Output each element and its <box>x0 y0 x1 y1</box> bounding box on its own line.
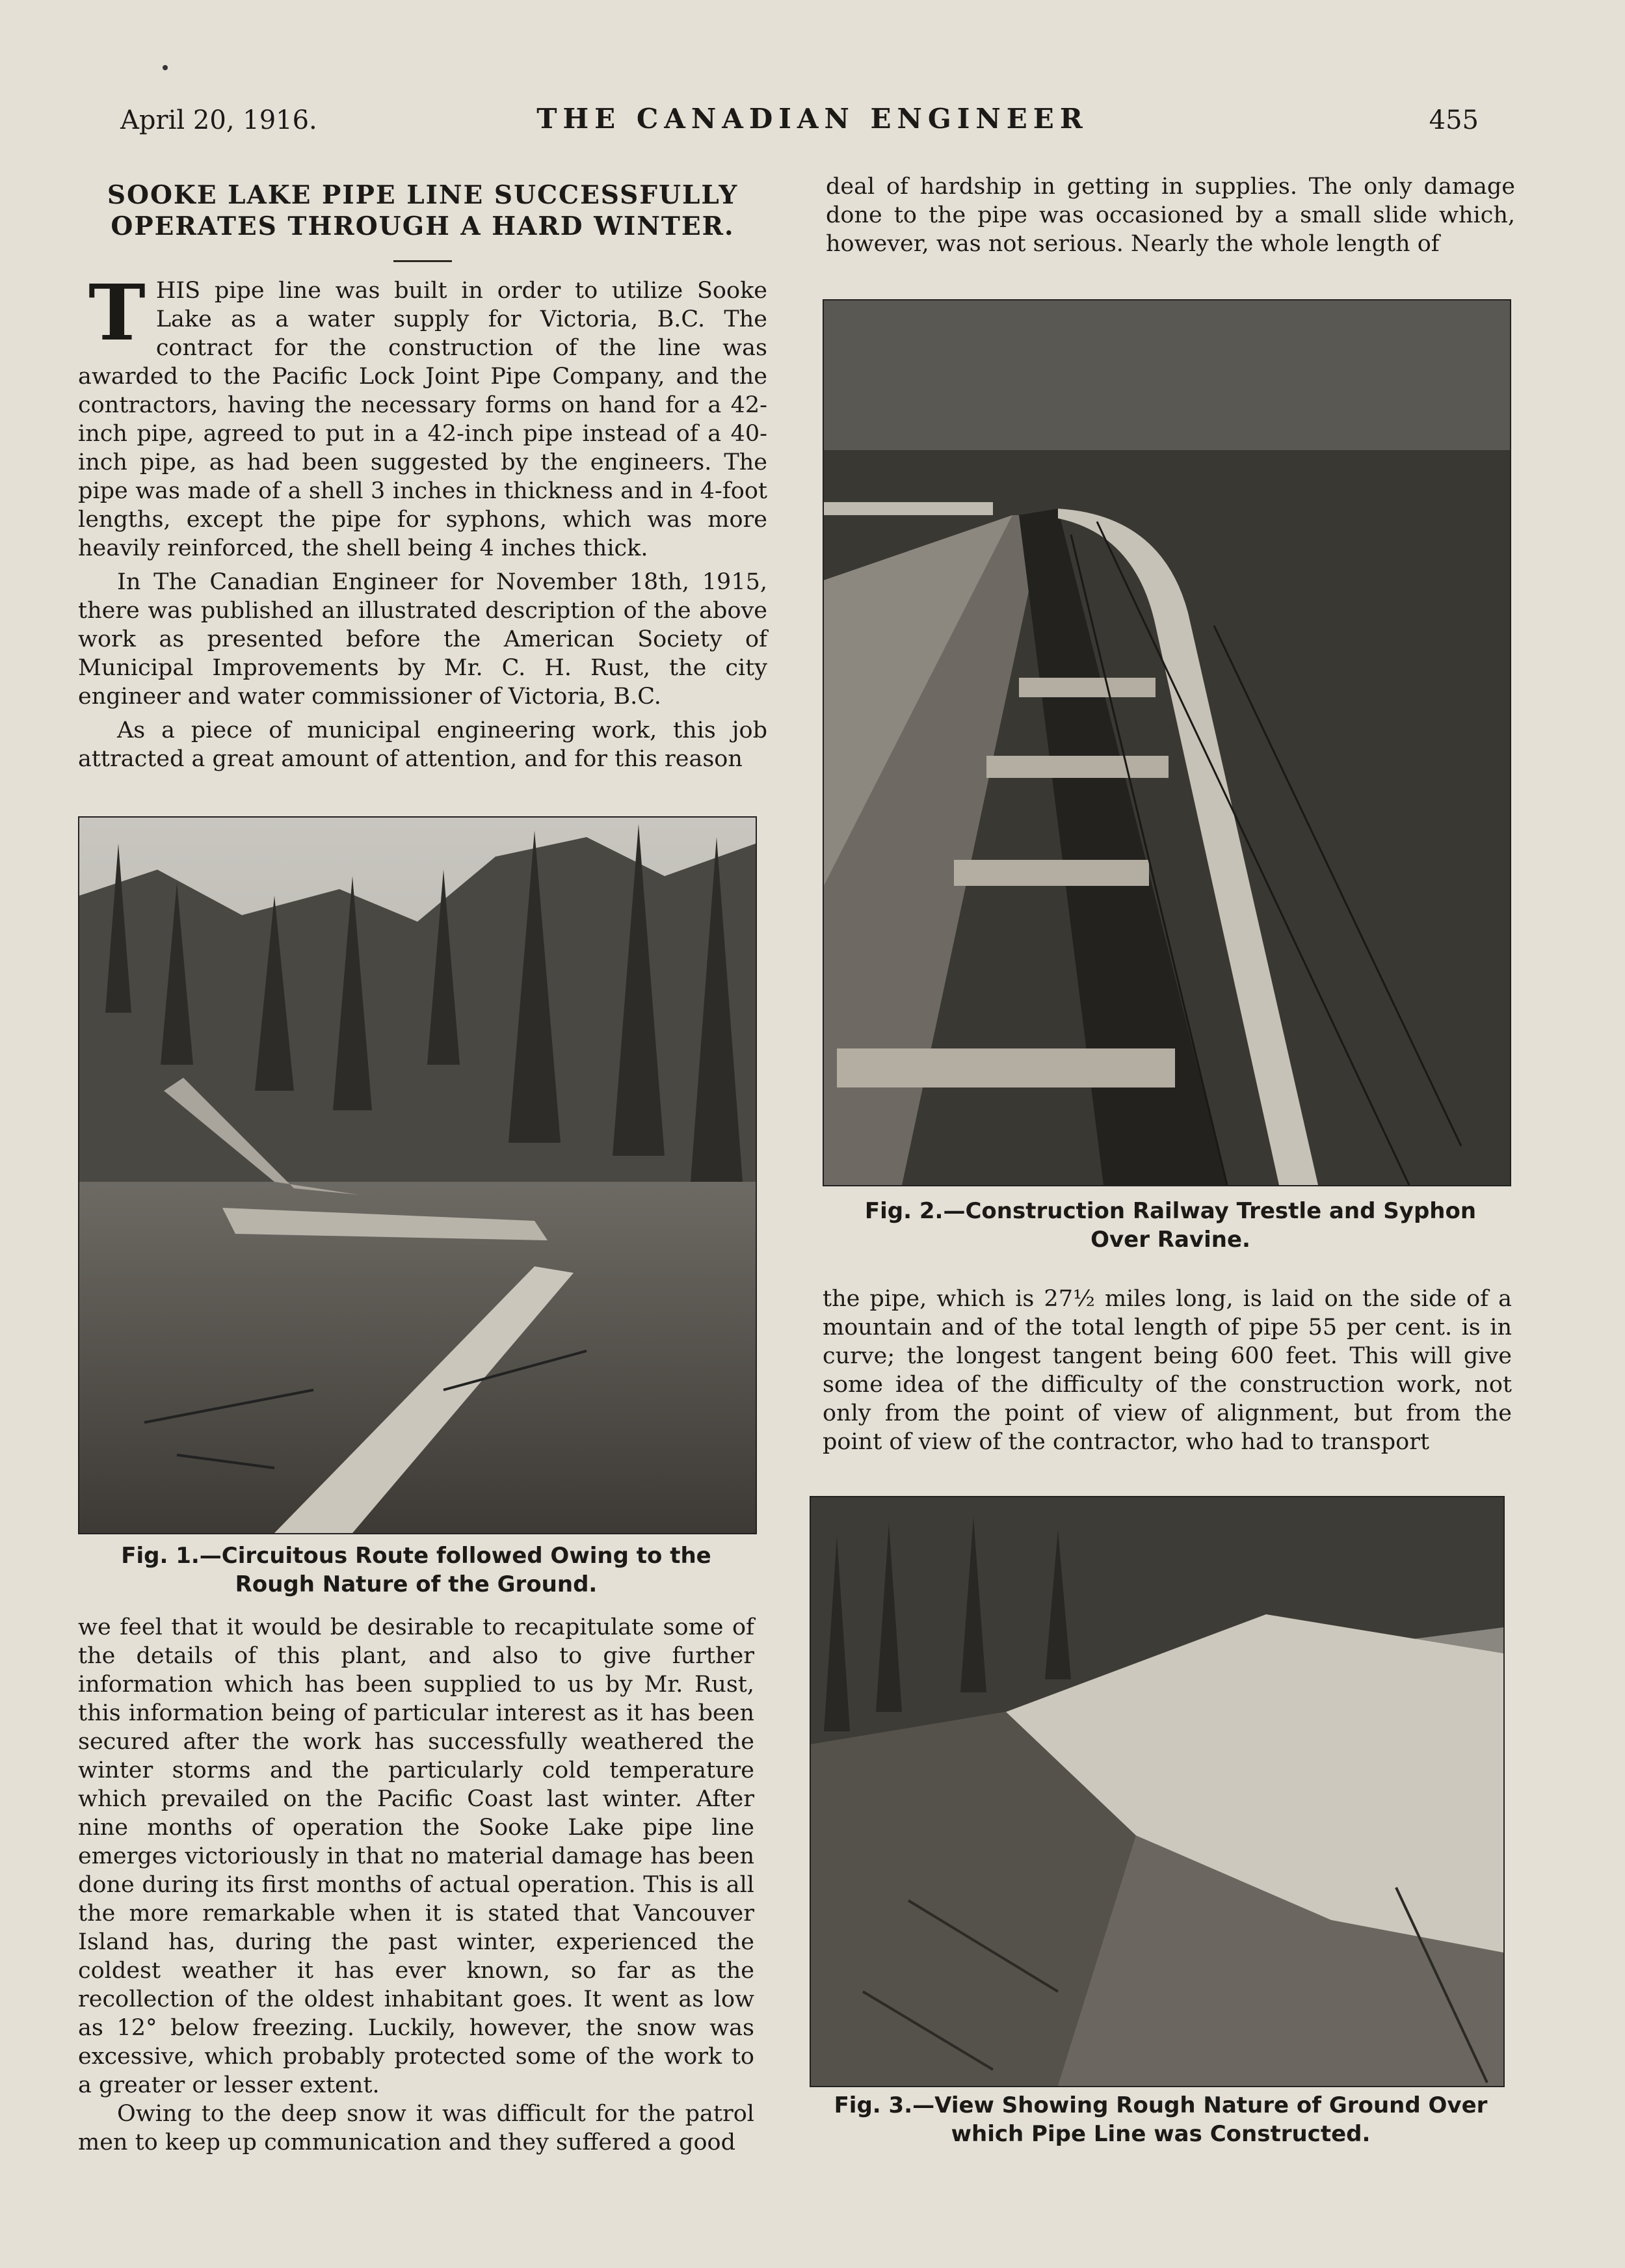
paragraph-2: In The Canadian Engineer for November 18th, 1915, there was published an illustrated description of the above work as presented before the American Society of Municipal Improvements by Mr. C. H. Rust, the city engineer and water commissioner of Victoria, B.C. <box>78 569 767 710</box>
drop-cap: T <box>88 267 146 358</box>
paragraph-1-text: HIS pipe line was built in order to utilize Sooke Lake as a water supply for Victoria, B.C. The contract for the construction of the line was awarded to the Pacific Lock Joint Pipe Company, and the contractors, having the necessary forms on hand for a 42-inch pipe, agreed to put in a 42-inch pipe instead of a 40-inch pipe, as had been suggested by the engineers. The pipe was made of a shell 3 inches in thickness and in 4-foot lengths, except the pipe for syphons, which was more heavily reinforced, the shell being 4 inches thick. <box>78 278 767 561</box>
right-column <box>826 172 1515 258</box>
forest-clearing-image <box>79 818 756 1533</box>
journal-title: THE CANADIAN ENGINEER <box>536 103 1089 135</box>
figure-3-caption: Fig. 3.—View Showing Rough Nature of Ground Over which Pipe Line was Constructed. <box>834 2092 1488 2147</box>
paragraph-5: Owing to the deep snow it was difficult for the patrol men to keep up communication and they suffered a good <box>78 2101 754 2155</box>
right-column-middle <box>823 1285 1512 1456</box>
paragraph-1 <box>78 267 767 563</box>
figure-1-caption: Fig. 1.—Circuitous Route followed Owing to the Rough Nature of the Ground. <box>121 1543 711 1597</box>
article-title: SOOKE LAKE PIPE LINE SUCCESSFULLY OPERATES THROUGH A HARD WINTER. <box>107 180 739 241</box>
figure-3-photo <box>810 1496 1505 2087</box>
left-column <box>78 176 767 773</box>
paragraph-7: the pipe, which is 27½ miles long, is laid on the side of a mountain and of the total length of pipe 55 per cent. is in curve; the longest tangent being 600 feet. This will give some idea of the difficulty of the construction work, not only from the point of view of alignment, but from the point of view of the contractor, who had to transport <box>823 1286 1512 1455</box>
figure-2-photo <box>823 299 1511 1186</box>
rough-ground-image <box>811 1497 1503 2086</box>
figure-2-caption: Fig. 2.—Construction Railway Trestle and Syphon Over Ravine. <box>864 1198 1477 1253</box>
page-number: 455 <box>1429 105 1479 135</box>
trestle-syphon-image <box>824 300 1510 1185</box>
paragraph-6: deal of hardship in getting in supplies. The only damage done to the pipe was occasioned by a small slide which, however, was not serious. Nearly the whole length of <box>826 174 1515 257</box>
ink-speck <box>163 65 168 70</box>
paragraph-3: As a piece of municipal engineering work, this job attracted a great amount of attention, and for this reason <box>78 717 767 772</box>
header-date: April 20, 1916. <box>120 105 317 135</box>
left-column-lower <box>78 1613 754 2157</box>
title-rule <box>393 260 452 262</box>
figure-1-photo <box>78 816 757 1534</box>
paragraph-4: we feel that it would be desirable to recapitulate some of the details of this plant, and also to give further information which has been supplied to us by Mr. Rust, this information being of particular interest as it has been secured after the work has successfully weathered the winter storms and the particularly cold temperature which prevailed on the Pacific Coast last winter. After nine months of operation the Sooke Lake pipe line emerges victoriously in that no material damage has been done during its first months of actual operation. This is all the more remarkable when it is stated that Vancouver Island has, during the past winter, experienced the coldest weather it has ever known, so far as the recollection of the oldest inhabitant goes. It went as low as 12° below freezing. Luckily, however, the snow was excessive, which probably protected some of the work to a greater or lesser extent. <box>78 1614 754 2098</box>
